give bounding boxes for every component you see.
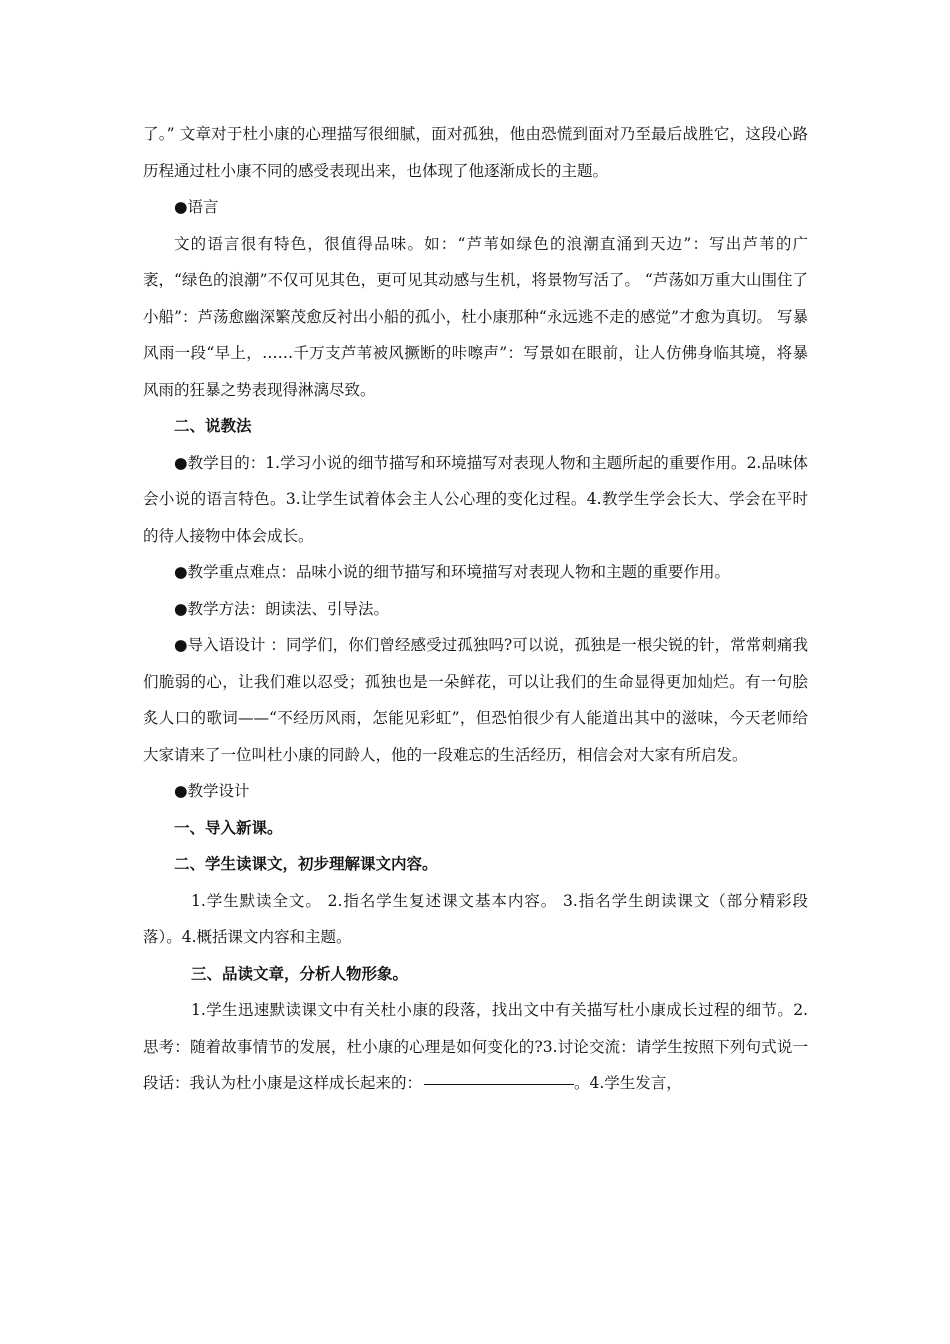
paragraph-1: 了。” 文章对于杜小康的心理描写很细腻，面对孤独，他由恐慌到面对乃至最后战胜它，这段心路历程通过杜小康不同的感受表现出来，也体现了他逐渐成长的主题。 bbox=[143, 125, 808, 180]
paragraph-step-2: 1.学生默读全文。 2.指名学生复述课文基本内容。 3.指名学生朗读课文（部分精彩段落）。4.概括课文内容和主题。 bbox=[143, 891, 808, 946]
section-heading-language: ●语言 bbox=[174, 198, 219, 216]
section-heading-design: ●教学设计 bbox=[174, 782, 250, 800]
paragraph-methods: ●教学方法：朗读法、引导法。 bbox=[174, 599, 390, 618]
paragraph-step-3-text: 1.学生迅速默读课文中有关杜小康的段落，找出文中有关描写杜小康成长过程的细节。2.思考：随着故事情节的发展，杜小康的心理是如何变化的?3.讨论交流：请学生按照下列句式说一段话：我认为杜小康是这样成长起来的： bbox=[143, 1001, 808, 1092]
paragraph-teaching-goals: ●教学目的：1.学习小说的细节描写和环境描写对表现人物和主题所起的重要作用。2.品味体会小说的语言特色。3.让学生试着体会主人公心理的变化过程。4.教学生学会长大、学会在平时的待人接物中体会成长。 bbox=[143, 453, 808, 545]
paragraph-step-3-tail: 。4.学生发言， bbox=[574, 1074, 682, 1092]
step-heading-1: 一、导入新课。 bbox=[174, 817, 283, 837]
paragraph-step-3 bbox=[143, 992, 808, 1102]
step-heading-3: 三、品读文章，分析人物形象。 bbox=[191, 963, 409, 983]
paragraph-language: 文的语言很有特色，很值得品味。如：“芦苇如绿色的浪潮直涌到天边”：写出芦苇的广袤，“绿色的浪潮”不仅可见其色，更可见其动感与生机，将景物写活了。 “芦荡如万重大山围住了小船”：芦荡愈幽深繁茂愈反衬出小船的孤小，杜小康那种“永远逃不走的感觉”才愈为真切。 写暴风雨一段“早上，……千万支芦苇被风撅断的咔嚓声”：写景如在眼前，让人仿佛身临其境，将暴风雨的狂暴之势表现得淋漓尽致。 bbox=[143, 234, 808, 399]
paragraph-intro-design: ●导入语设计 ：同学们，你们曾经感受过孤独吗?可以说，孤独是一根尖锐的针，常常刺痛我们脆弱的心，让我们难以忍受；孤独也是一朵鲜花，可以让我们的生命显得更加灿烂。有一句脍炙人口的歌词——“不经历风雨，怎能见彩虹”，但恐怕很少有人能道出其中的滋味，今天老师给大家请来了一位叫杜小康的同龄人，他的一段难忘的生活经历，相信会对大家有所启发。 bbox=[143, 636, 808, 764]
fill-in-blank bbox=[424, 1083, 574, 1085]
paragraph-key-points: ●教学重点难点：品味小说的细节描写和环境描写对表现人物和主题的重要作用。 bbox=[174, 563, 731, 581]
document-body bbox=[143, 116, 808, 1102]
section-heading-teaching-method: 二、说教法 bbox=[174, 416, 252, 435]
step-heading-2: 二、学生读课文，初步理解课文内容。 bbox=[174, 854, 438, 873]
